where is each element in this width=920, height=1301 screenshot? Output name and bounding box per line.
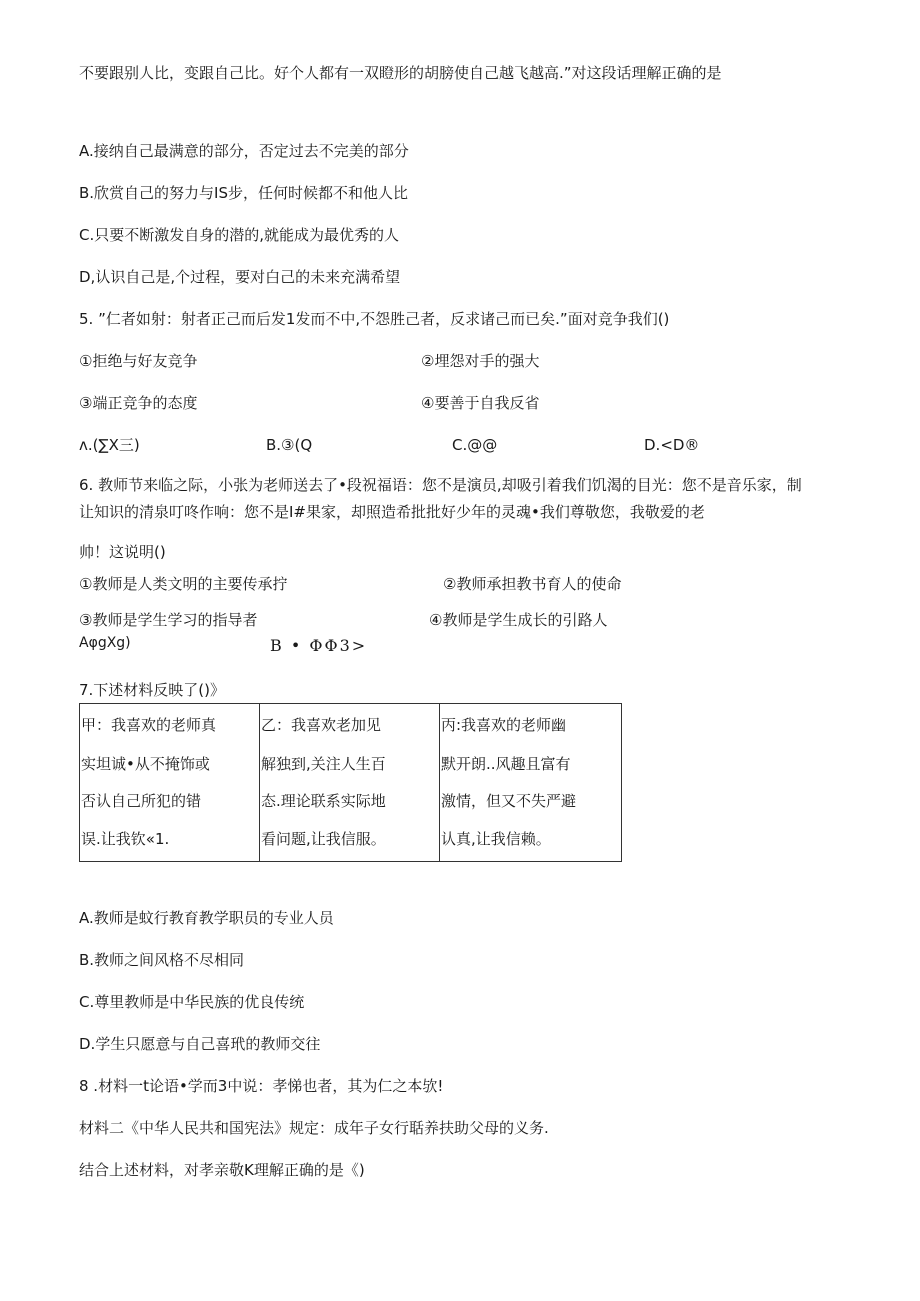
q5-statement-2: ②埋怨对手的强大 <box>421 352 540 370</box>
q7-material-cell-jia <box>80 704 260 862</box>
cell-text: 丙:我喜欢的老师幽 <box>441 716 567 734</box>
q5-stem: 5. ”仁者如射：射者正己而后发1发而不中,不怨胜己者，反求诸己而已矣.”面对竞争我们() <box>79 310 670 328</box>
q5-statement-1: ①拒绝与好友竞争 <box>79 352 198 370</box>
cell-text: 认真,让我信赖。 <box>441 830 551 848</box>
q7-option-a: A.教师是蚊行教育教学职员的专业人员 <box>79 909 334 927</box>
cell-text: 否认自己所犯的错 <box>81 792 202 810</box>
q7-material-table <box>79 703 622 862</box>
q8-material-2: 材料二《中华人民共和国宪法》规定：成年子女行聒养扶助父母的义务. <box>79 1119 549 1137</box>
q4-stem: 不要跟别人比，变跟自己比。好个人都有一双瞪形的胡膀使自己越飞越高.”对这段话理解正确的是 <box>79 64 722 82</box>
q6-statement-3: ③教师是学生学习的指导者 <box>79 611 258 629</box>
cell-text: 甲：我喜欢的老师真 <box>81 716 217 734</box>
q4-option-c: C.只要不断激发自身的潜的,就能成为最优秀的人 <box>79 226 400 244</box>
cell-text: 激情，但又不失严避 <box>441 792 577 810</box>
q7-option-b: B.教师之间风格不尽相同 <box>79 951 245 969</box>
q7-stem: 7.下述材料反映了()》 <box>79 681 226 699</box>
cell-text: 态.理论联系实际地 <box>261 792 386 810</box>
q7-option-c: C.尊里教师是中华民族的优良传统 <box>79 993 305 1011</box>
q4-option-d: D,认识自己是,个过程，要对白己的未来充满希望 <box>79 268 401 286</box>
q8-material-1: 8 .材料一t论语•学而3中说：孝悌也者，其为仁之本欤! <box>79 1077 444 1095</box>
q5-choice-a: ʌ.(∑X三) <box>79 436 140 454</box>
q6-statement-4: ④教师是学生成长的引路人 <box>429 611 608 629</box>
q5-statement-4: ④要善于自我反省 <box>421 394 540 412</box>
q6-stem-line-3: 帅！这说明() <box>79 543 166 561</box>
q7-material-cell-bing <box>440 704 622 862</box>
q5-choice-c: C.@@ <box>452 436 498 454</box>
q8-question: 结合上述材料，对孝亲敬K理解正确的是《) <box>79 1161 365 1179</box>
q6-stem-line-1: 6. 教师节来临之际，小张为老师送去了•段祝福语：您不是演员,却吸引着我们饥渴的目光：您不是音乐家，制 <box>79 476 802 494</box>
q5-statement-3: ③端正竞争的态度 <box>79 394 198 412</box>
q5-choice-d: D.<D® <box>644 436 700 454</box>
q6-choice-b: B • ΦΦ3> <box>270 636 368 655</box>
q5-choice-b: B.③(Q <box>266 436 313 454</box>
q7-option-d: D.学生只愿意与自己喜玳的教师交往 <box>79 1035 321 1053</box>
q6-statement-1: ①教师是人类文明的主要传承拧 <box>79 575 288 593</box>
q6-statement-2: ②教师承担教书育人的使命 <box>443 575 622 593</box>
q7-material-cell-yi <box>260 704 440 862</box>
q6-choice-a: AφgXg) <box>79 635 131 651</box>
q4-option-a: A.接纳自己最满意的部分，否定过去不完美的部分 <box>79 142 409 160</box>
cell-text: 解独到,关注人生百 <box>261 755 386 773</box>
q4-option-b: B.欣赏自己的努力与IS步，任何时候都不和他人比 <box>79 184 409 202</box>
q6-stem-line-2: 让知识的清泉叮咚作响：您不是I#果家，却照造希批批好少年的灵魂•我们尊敬您，我敬爱的老 <box>79 503 705 521</box>
cell-text: 默开朗..风趣且富有 <box>441 755 571 773</box>
cell-text: 实坦诚•从不掩饰或 <box>81 755 210 773</box>
cell-text: 误.让我钦«1. <box>81 830 170 848</box>
cell-text: 看问题,让我信服。 <box>261 830 386 848</box>
cell-text: 乙：我喜欢老加见 <box>261 716 382 734</box>
